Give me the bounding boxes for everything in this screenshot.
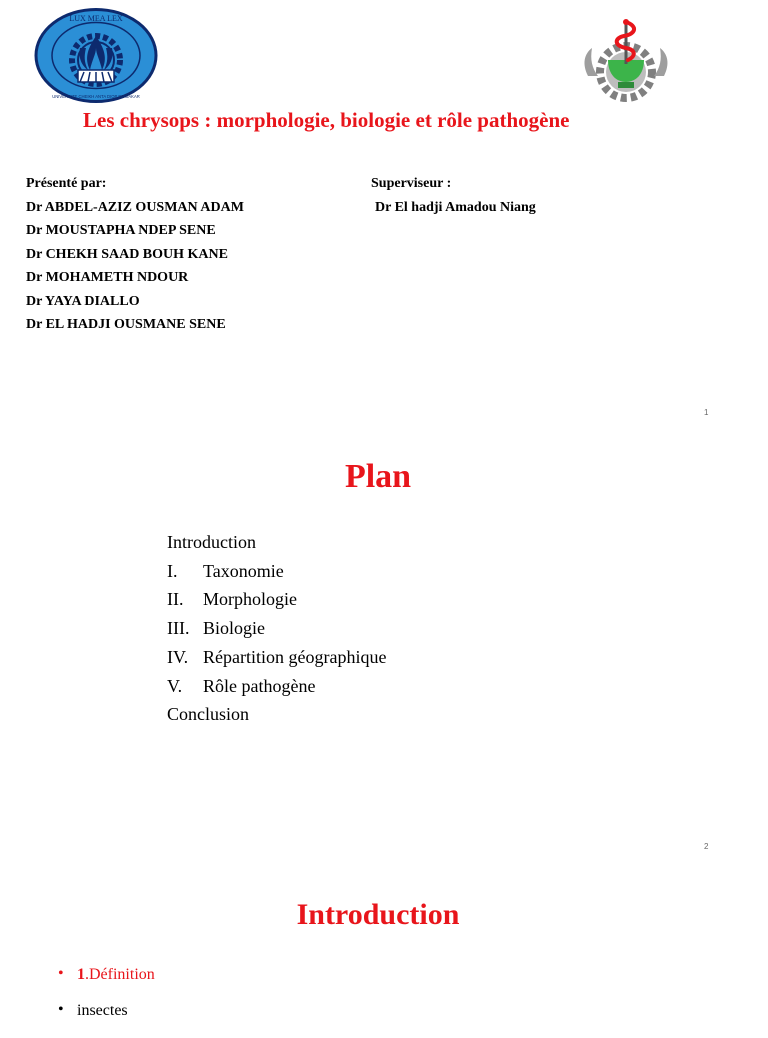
plan-item-number: V.	[167, 675, 183, 696]
presenter-name: Dr MOHAMETH NDOUR	[26, 270, 189, 285]
introduction-item	[58, 966, 155, 1002]
page-number: 1	[704, 408, 709, 417]
ucad-motto: LUX MEA LEX	[69, 14, 123, 23]
plan-heading: Plan	[344, 458, 412, 495]
slide-plan	[0, 430, 768, 860]
introduction-list	[58, 966, 155, 1038]
plan-item	[167, 672, 386, 701]
presenter-name: Dr CHEKH SAAD BOUH KANE	[26, 246, 228, 262]
item-number: 1	[77, 966, 85, 983]
ucad-logo	[34, 8, 158, 103]
presenters-block	[26, 172, 244, 337]
plan-item	[167, 643, 386, 672]
plan-item-label: Conclusion	[167, 704, 250, 725]
plan-item	[167, 557, 386, 586]
plan-item-label: Rôle pathogène	[203, 675, 316, 696]
item-text: insectes	[77, 1002, 128, 1019]
introduction-heading: Introduction	[296, 898, 460, 931]
plan-item	[167, 614, 386, 643]
supervisor-name: Dr El hadji Amadou Niang	[375, 199, 536, 215]
supervisor-label: Superviseur :	[371, 176, 452, 191]
presenter-name: Dr YAYA DIALLO	[26, 293, 140, 309]
presenter-name: Dr EL HADJI OUSMANE SENE	[26, 317, 226, 332]
plan-item-number: IV.	[167, 646, 189, 667]
item-text: .Définition	[85, 966, 155, 983]
ucad-name: UNIVERSITE CHEIKH ANTA DIOP DE DAKAR	[52, 94, 140, 99]
presenters-label: Présenté par:	[26, 176, 107, 191]
plan-item-label: Biologie	[203, 618, 265, 639]
plan-item-label: Taxonomie	[203, 560, 284, 581]
presenter-name: Dr MOUSTAPHA NDEP SENE	[26, 223, 216, 238]
presenter-name: Dr ABDEL-AZIZ OUSMAN ADAM	[26, 199, 244, 215]
bullet-icon: •	[58, 1001, 64, 1018]
presentation-title: Les chrysops : morphologie, biologie et rôle pathogène	[83, 108, 570, 132]
plan-item	[167, 585, 386, 614]
bullet-icon: •	[58, 965, 64, 982]
slide-title	[0, 0, 768, 430]
plan-item-label: Répartition géographique	[203, 646, 387, 667]
plan-list	[167, 528, 386, 729]
supervisor-block	[371, 172, 536, 219]
plan-item	[167, 528, 386, 557]
plan-item	[167, 700, 386, 729]
introduction-item	[58, 1002, 155, 1038]
plan-item-label: Introduction	[167, 532, 256, 552]
plan-item-number: II.	[167, 589, 184, 610]
plan-item-number: III.	[167, 618, 190, 639]
page-number: 2	[704, 842, 709, 851]
pharmacy-faculty-logo	[578, 14, 682, 102]
plan-item-number: I.	[167, 560, 178, 581]
slide-introduction	[0, 860, 768, 1024]
plan-item-label: Morphologie	[203, 589, 297, 610]
